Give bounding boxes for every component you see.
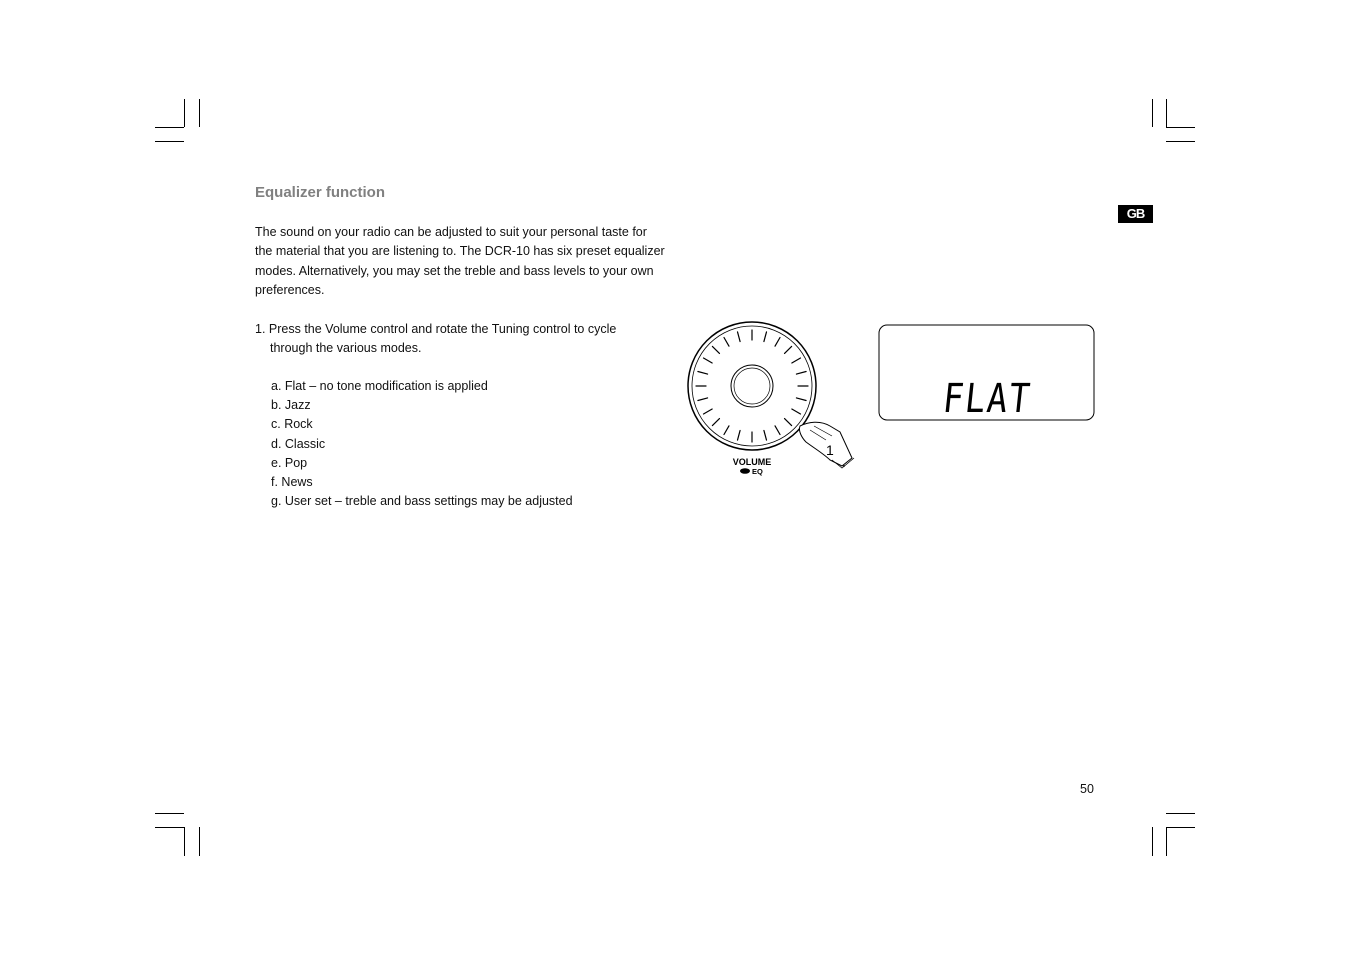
step-1-line-2: through the various modes. [270, 341, 422, 356]
volume-knob-icon [688, 322, 816, 450]
list-item: g. User set – treble and bass settings may be adjusted [271, 494, 573, 509]
language-tab: GB [1118, 205, 1153, 223]
list-item: f. News [271, 475, 313, 490]
page-number: 50 [1080, 782, 1094, 796]
intro-paragraph: The sound on your radio can be adjusted to suit your personal taste for the material that you are listening to. The DCR-10 has six preset equalizer modes. Alternatively, you may set the treble and bass levels to your own preferences. [255, 225, 665, 297]
list-item: e. Pop [271, 455, 308, 470]
knob-sublabel: EQ [752, 467, 763, 476]
step-1-instruction [255, 320, 665, 359]
list-item: a. Flat – no tone modification is applied [271, 379, 488, 393]
display-text: FLAT [940, 376, 1050, 422]
volume-knob-illustration [680, 318, 865, 480]
press-icon [740, 468, 750, 474]
lcd-display [878, 324, 1096, 422]
page-title: Equalizer function [255, 184, 386, 201]
knob-label: VOLUME [732, 457, 772, 467]
equalizer-mode-list [271, 377, 573, 511]
list-item: d. Classic [271, 436, 326, 451]
callout-number: 1 [826, 442, 834, 458]
step-1-line-1: 1. Press the Volume control and rotate the Tuning control to cycle [255, 322, 617, 336]
list-item: c. Rock [271, 417, 313, 432]
list-item: b. Jazz [271, 398, 311, 413]
